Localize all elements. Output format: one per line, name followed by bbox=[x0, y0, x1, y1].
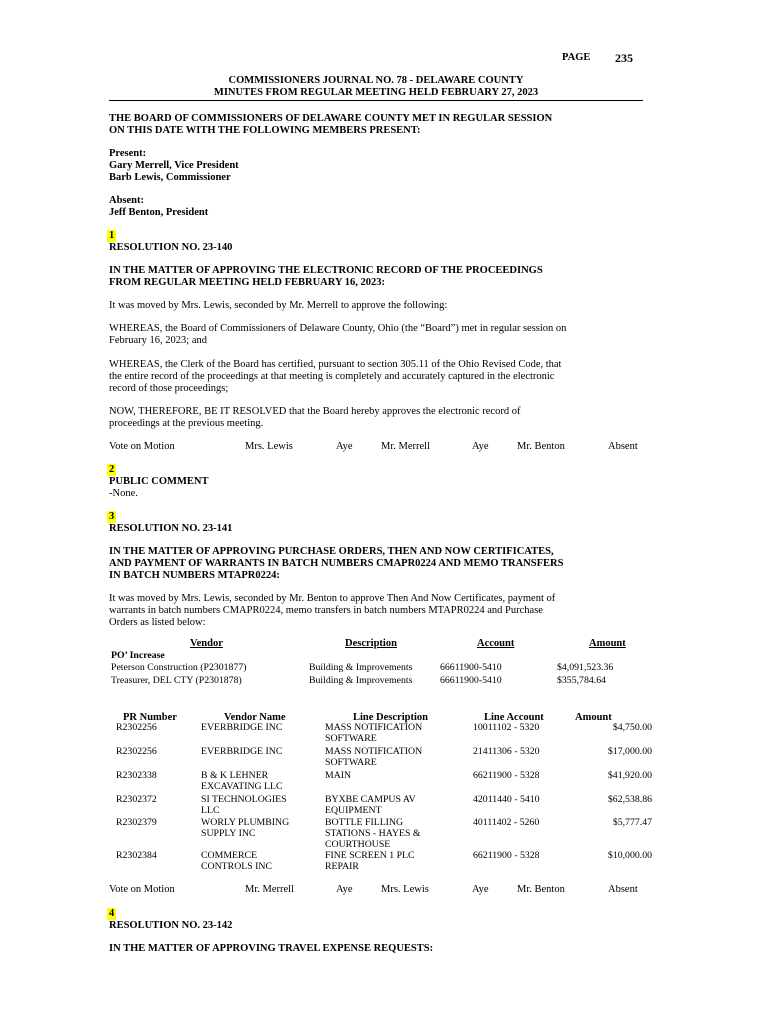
vote-member: Mr. Merrell bbox=[381, 441, 430, 452]
pr-cell-amount: $4,750.00 bbox=[612, 722, 652, 733]
vote-value: Absent bbox=[608, 441, 638, 452]
pr-cell-amount: $10,000.00 bbox=[607, 850, 652, 861]
pr-cell-line: EQUIPMENT bbox=[325, 805, 382, 816]
pr-cell-vendor: WORLY PLUMBING bbox=[201, 817, 290, 828]
resolution-title: IN BATCH NUMBERS MTAPR0224: bbox=[109, 570, 280, 581]
pr-header-amount: Amount bbox=[575, 712, 612, 723]
absent-member: Jeff Benton, President bbox=[109, 207, 209, 218]
resolution-title: FROM REGULAR MEETING HELD FEBRUARY 16, 2023: bbox=[109, 277, 386, 288]
po-cell-vendor: Treasurer, DEL CTY (P2301878) bbox=[111, 675, 242, 686]
vote-label: Vote on Motion bbox=[109, 884, 175, 895]
page-label: PAGE bbox=[562, 52, 591, 63]
po-cell-description: Building & Improvements bbox=[309, 662, 413, 673]
pr-cell-account: 42011440 - 5410 bbox=[473, 794, 540, 805]
po-cell-amount: $355,784.64 bbox=[557, 675, 606, 686]
pr-cell-vendor: EVERBRIDGE INC bbox=[201, 722, 283, 733]
pr-cell-line: COURTHOUSE bbox=[325, 839, 391, 850]
vote-member: Mr. Merrell bbox=[245, 884, 294, 895]
pr-cell-account: 21411306 - 5320 bbox=[473, 746, 540, 757]
pr-cell-number: R2302372 bbox=[116, 794, 157, 805]
page-number: 235 bbox=[615, 51, 633, 65]
pr-cell-line: SOFTWARE bbox=[325, 733, 377, 744]
pr-header-line: Line Description bbox=[353, 712, 428, 723]
pr-cell-vendor: EVERBRIDGE INC bbox=[201, 746, 283, 757]
po-header-description: Description bbox=[345, 638, 397, 649]
resolution-title: IN THE MATTER OF APPROVING PURCHASE ORDERS, THEN AND NOW CERTIFICATES, bbox=[109, 546, 554, 557]
pr-cell-number: R2302384 bbox=[116, 850, 157, 861]
pr-header-account: Line Account bbox=[484, 712, 544, 723]
resolution-number: RESOLUTION NO. 23-142 bbox=[109, 920, 233, 931]
vote-member: Mrs. Lewis bbox=[381, 884, 429, 895]
present-label: Present: bbox=[109, 148, 147, 159]
vote-value: Aye bbox=[472, 884, 489, 895]
pr-cell-vendor: SI TECHNOLOGIES bbox=[201, 794, 287, 805]
section-body: -None. bbox=[109, 488, 138, 499]
pr-cell-line: REPAIR bbox=[325, 861, 359, 872]
pr-cell-vendor: EXCAVATING LLC bbox=[201, 781, 283, 792]
vote-label: Vote on Motion bbox=[109, 441, 175, 452]
po-cell-account: 66611900-5410 bbox=[440, 662, 502, 673]
motion-text: Orders as listed below: bbox=[109, 617, 206, 628]
motion-text: It was moved by Mrs. Lewis, seconded by Mr. Benton to approve Then And Now Certificates, payment of bbox=[109, 593, 556, 604]
pr-cell-amount: $17,000.00 bbox=[607, 746, 652, 757]
pr-cell-vendor: LLC bbox=[201, 805, 220, 816]
resolution-number: RESOLUTION NO. 23-141 bbox=[109, 523, 233, 534]
pr-cell-amount: $62,538.86 bbox=[607, 794, 652, 805]
whereas-text: WHEREAS, the Clerk of the Board has certified, pursuant to section 305.11 of the Ohio Revised Code, that bbox=[109, 359, 562, 370]
item-number-1: 1 bbox=[109, 230, 115, 241]
pr-cell-line: SOFTWARE bbox=[325, 757, 377, 768]
section-title: PUBLIC COMMENT bbox=[109, 476, 209, 487]
po-cell-account: 66611900-5410 bbox=[440, 675, 502, 686]
pr-cell-number: R2302338 bbox=[116, 770, 157, 781]
pr-cell-amount: $41,920.00 bbox=[607, 770, 652, 781]
vote-value: Aye bbox=[336, 441, 353, 452]
pr-cell-line: MASS NOTIFICATION bbox=[325, 722, 423, 733]
pr-cell-line: BYXBE CAMPUS AV bbox=[325, 794, 416, 805]
pr-cell-vendor: B & K LEHNER bbox=[201, 770, 269, 781]
pr-cell-account: 66211900 - 5328 bbox=[473, 850, 540, 861]
vote-member: Mr. Benton bbox=[517, 884, 565, 895]
resolution-title: AND PAYMENT OF WARRANTS IN BATCH NUMBERS CMAPR0224 AND MEMO TRANSFERS bbox=[109, 558, 564, 569]
pr-cell-vendor: SUPPLY INC bbox=[201, 828, 256, 839]
whereas-text: record of those proceedings; bbox=[109, 383, 229, 394]
po-cell-amount: $4,091,523.36 bbox=[557, 662, 614, 673]
intro-line-1: THE BOARD OF COMMISSIONERS OF DELAWARE COUNTY MET IN REGULAR SESSION bbox=[109, 113, 553, 124]
pr-cell-account: 40111402 - 5260 bbox=[473, 817, 540, 828]
pr-cell-amount: $5,777.47 bbox=[612, 817, 652, 828]
resolution-number: RESOLUTION NO. 23-140 bbox=[109, 242, 233, 253]
resolved-text: NOW, THEREFORE, BE IT RESOLVED that the Board hereby approves the electronic record of bbox=[109, 406, 521, 417]
pr-cell-line: MAIN bbox=[325, 770, 352, 781]
item-number-2: 2 bbox=[109, 464, 115, 475]
pr-cell-line: MASS NOTIFICATION bbox=[325, 746, 423, 757]
pr-header-vendor: Vendor Name bbox=[224, 712, 286, 723]
pr-cell-number: R2302256 bbox=[116, 722, 157, 733]
absent-label: Absent: bbox=[109, 195, 145, 206]
resolution-title: IN THE MATTER OF APPROVING THE ELECTRONIC RECORD OF THE PROCEEDINGS bbox=[109, 265, 543, 276]
po-cell-vendor: Peterson Construction (P2301877) bbox=[111, 662, 247, 673]
resolved-text: proceedings at the previous meeting. bbox=[109, 418, 264, 429]
vote-member: Mrs. Lewis bbox=[245, 441, 293, 452]
whereas-text: the entire record of the proceedings at that meeting is completely and accurately captured in the electronic bbox=[109, 371, 555, 382]
po-group-label: PO’ Increase bbox=[111, 650, 165, 661]
item-number-3: 3 bbox=[109, 511, 115, 522]
po-header-vendor: Vendor bbox=[190, 638, 223, 649]
resolution-title: IN THE MATTER OF APPROVING TRAVEL EXPENSE REQUESTS: bbox=[109, 943, 434, 954]
present-member: Barb Lewis, Commissioner bbox=[109, 172, 231, 183]
item-number-4: 4 bbox=[109, 908, 115, 919]
pr-cell-line: BOTTLE FILLING bbox=[325, 817, 404, 828]
vote-value: Absent bbox=[608, 884, 638, 895]
pr-cell-number: R2302256 bbox=[116, 746, 157, 757]
pr-cell-vendor: COMMERCE bbox=[201, 850, 258, 861]
pr-cell-account: 66211900 - 5328 bbox=[473, 770, 540, 781]
motion-text: It was moved by Mrs. Lewis, seconded by Mr. Merrell to approve the following: bbox=[109, 300, 448, 311]
pr-cell-account: 10011102 - 5320 bbox=[473, 722, 540, 733]
journal-title: COMMISSIONERS JOURNAL NO. 78 - DELAWARE COUNTY bbox=[228, 75, 524, 86]
pr-cell-line: FINE SCREEN 1 PLC bbox=[325, 850, 415, 861]
vote-value: Aye bbox=[472, 441, 489, 452]
pr-header-number: PR Number bbox=[123, 712, 177, 723]
vote-value: Aye bbox=[336, 884, 353, 895]
po-header-amount: Amount bbox=[589, 638, 626, 649]
vote-member: Mr. Benton bbox=[517, 441, 565, 452]
meeting-title: MINUTES FROM REGULAR MEETING HELD FEBRUARY 27, 2023 bbox=[213, 87, 539, 98]
present-member: Gary Merrell, Vice President bbox=[109, 160, 239, 171]
header-divider bbox=[109, 100, 643, 101]
whereas-text: February 16, 2023; and bbox=[109, 335, 207, 346]
pr-cell-number: R2302379 bbox=[116, 817, 157, 828]
whereas-text: WHEREAS, the Board of Commissioners of Delaware County, Ohio (the “Board”) met in regular session on bbox=[109, 323, 567, 334]
pr-cell-line: STATIONS - HAYES & bbox=[325, 828, 421, 839]
motion-text: warrants in batch numbers CMAPR0224, memo transfers in batch numbers MTAPR0224 and Purchase bbox=[109, 605, 543, 616]
intro-line-2: ON THIS DATE WITH THE FOLLOWING MEMBERS PRESENT: bbox=[109, 125, 421, 136]
pr-cell-vendor: CONTROLS INC bbox=[201, 861, 273, 872]
po-cell-description: Building & Improvements bbox=[309, 675, 413, 686]
po-header-account: Account bbox=[477, 638, 515, 649]
